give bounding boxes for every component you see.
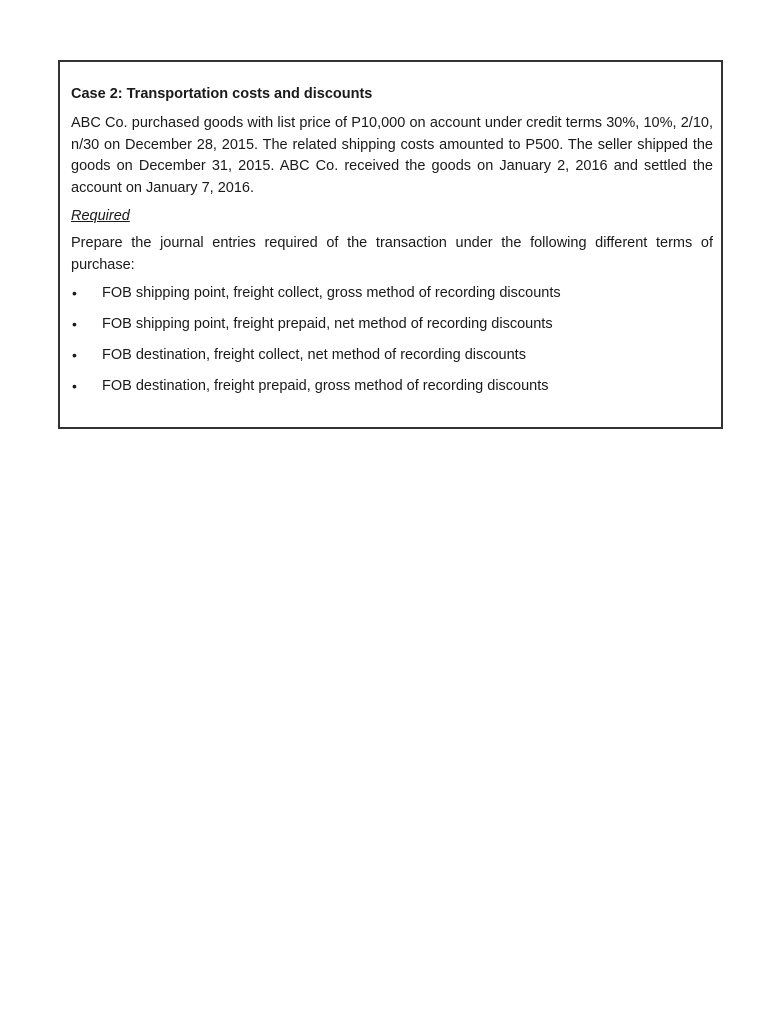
term-text: FOB shipping point, freight prepaid, net method of recording discounts [102,316,553,332]
required-heading: Required [71,208,130,224]
list-item [71,283,713,304]
case-instructions: Prepare the journal entries required of the transaction under the following different terms of purchase: [71,235,713,273]
term-text: FOB destination, freight collect, net method of recording discounts [102,347,526,363]
bullet-icon: • [72,347,77,363]
terms-list [71,283,713,397]
term-text: FOB shipping point, freight collect, gross method of recording discounts [102,285,561,301]
list-item [71,314,713,335]
list-item [71,376,713,397]
term-text: FOB destination, freight prepaid, gross method of recording discounts [102,378,549,394]
bullet-icon: • [72,316,77,332]
case-title: Case 2: Transportation costs and discounts [71,86,373,102]
bullet-icon: • [72,378,77,394]
bullet-icon: • [72,285,77,301]
case-description: ABC Co. purchased goods with list price of P10,000 on account under credit terms 30%, 10%, 2/10, n/30 on December 28, 2015. The related shipping costs amounted to P500. The seller shipped the goods on December 31, 2015. ABC Co. received the goods on January 2, 2016 and settled the account on January 7, 2016. [71,115,713,196]
case-box [58,60,723,429]
list-item [71,345,713,366]
